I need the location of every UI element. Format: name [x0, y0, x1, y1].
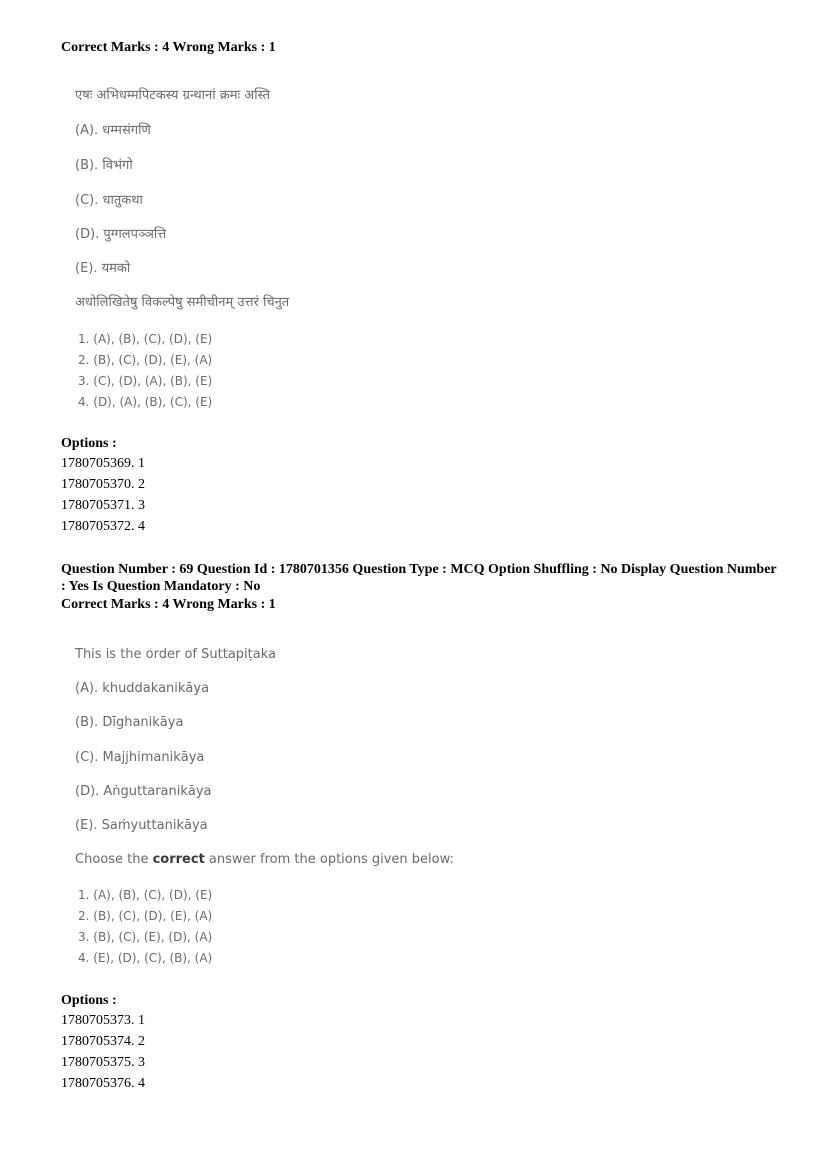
q69-option-3: 1780705375. 3: [61, 1055, 145, 1070]
q68-choice-4: 4. (D), (A), (B), (C), (E): [78, 395, 213, 409]
q68-item-d: (D). पुग्गलपञ्ञत्ति: [75, 227, 167, 242]
q69-item-c: (C). Majjhimanikāya: [75, 750, 205, 765]
q69-choice-1: 1. (A), (B), (C), (D), (E): [78, 888, 213, 902]
q69-choice-4: 4. (E), (D), (C), (B), (A): [78, 951, 213, 965]
q69-item-b: (B). Dīghanikāya: [75, 715, 184, 730]
q68-choice-1: 1. (A), (B), (C), (D), (E): [78, 332, 213, 346]
q69-options-label: Options :: [61, 993, 117, 1008]
q68-stem: एषः अभिधम्मपिटकस्य ग्रन्थानां क्रमः अस्ति: [75, 88, 271, 103]
q69-option-2: 1780705374. 2: [61, 1034, 145, 1049]
q68-choice-2: 2. (B), (C), (D), (E), (A): [78, 353, 213, 367]
q68-item-a: (A). धम्मसंगणि: [75, 123, 151, 138]
q69-item-a: (A). khuddakanikāya: [75, 681, 210, 696]
q69-marks: Correct Marks : 4 Wrong Marks : 1: [61, 597, 276, 612]
q69-header-line1: Question Number : 69 Question Id : 1780701356 Question Type : MCQ Option Shuffling : No Display Question Number: [61, 562, 777, 577]
q69-choice-3: 3. (B), (C), (E), (D), (A): [78, 930, 213, 944]
q69-instruction-pre: Choose the: [75, 852, 153, 867]
q69-instruction-post: answer from the options given below:: [204, 852, 454, 867]
q68-choice-3: 3. (C), (D), (A), (B), (E): [78, 374, 213, 388]
q68-instruction: अधोलिखितेषु विकल्पेषु समीचीनम् उत्तरं चिनुत: [75, 295, 290, 310]
q68-option-1: 1780705369. 1: [61, 456, 145, 471]
q69-choice-2: 2. (B), (C), (D), (E), (A): [78, 909, 213, 923]
q69-option-1: 1780705373. 1: [61, 1013, 145, 1028]
q69-item-e: (E). Saṁyuttanikāya: [75, 818, 208, 833]
q69-option-4: 1780705376. 4: [61, 1076, 145, 1091]
q69-item-d: (D). Aṅguttaranikāya: [75, 784, 212, 799]
q68-option-3: 1780705371. 3: [61, 498, 145, 513]
q68-item-c: (C). धातुकथा: [75, 193, 143, 208]
q69-instruction: [75, 852, 454, 868]
q68-option-4: 1780705372. 4: [61, 519, 145, 534]
q68-marks: Correct Marks : 4 Wrong Marks : 1: [61, 40, 276, 55]
q68-option-2: 1780705370. 2: [61, 477, 145, 492]
q68-options-label: Options :: [61, 436, 117, 451]
q68-item-b: (B). विभंगो: [75, 158, 133, 173]
q69-stem: This is the order of Suttapiṭaka: [75, 647, 276, 662]
q69-instruction-bold: correct: [152, 852, 205, 867]
q68-item-e: (E). यमको: [75, 261, 131, 276]
q69-header-line2: : Yes Is Question Mandatory : No: [61, 579, 261, 594]
